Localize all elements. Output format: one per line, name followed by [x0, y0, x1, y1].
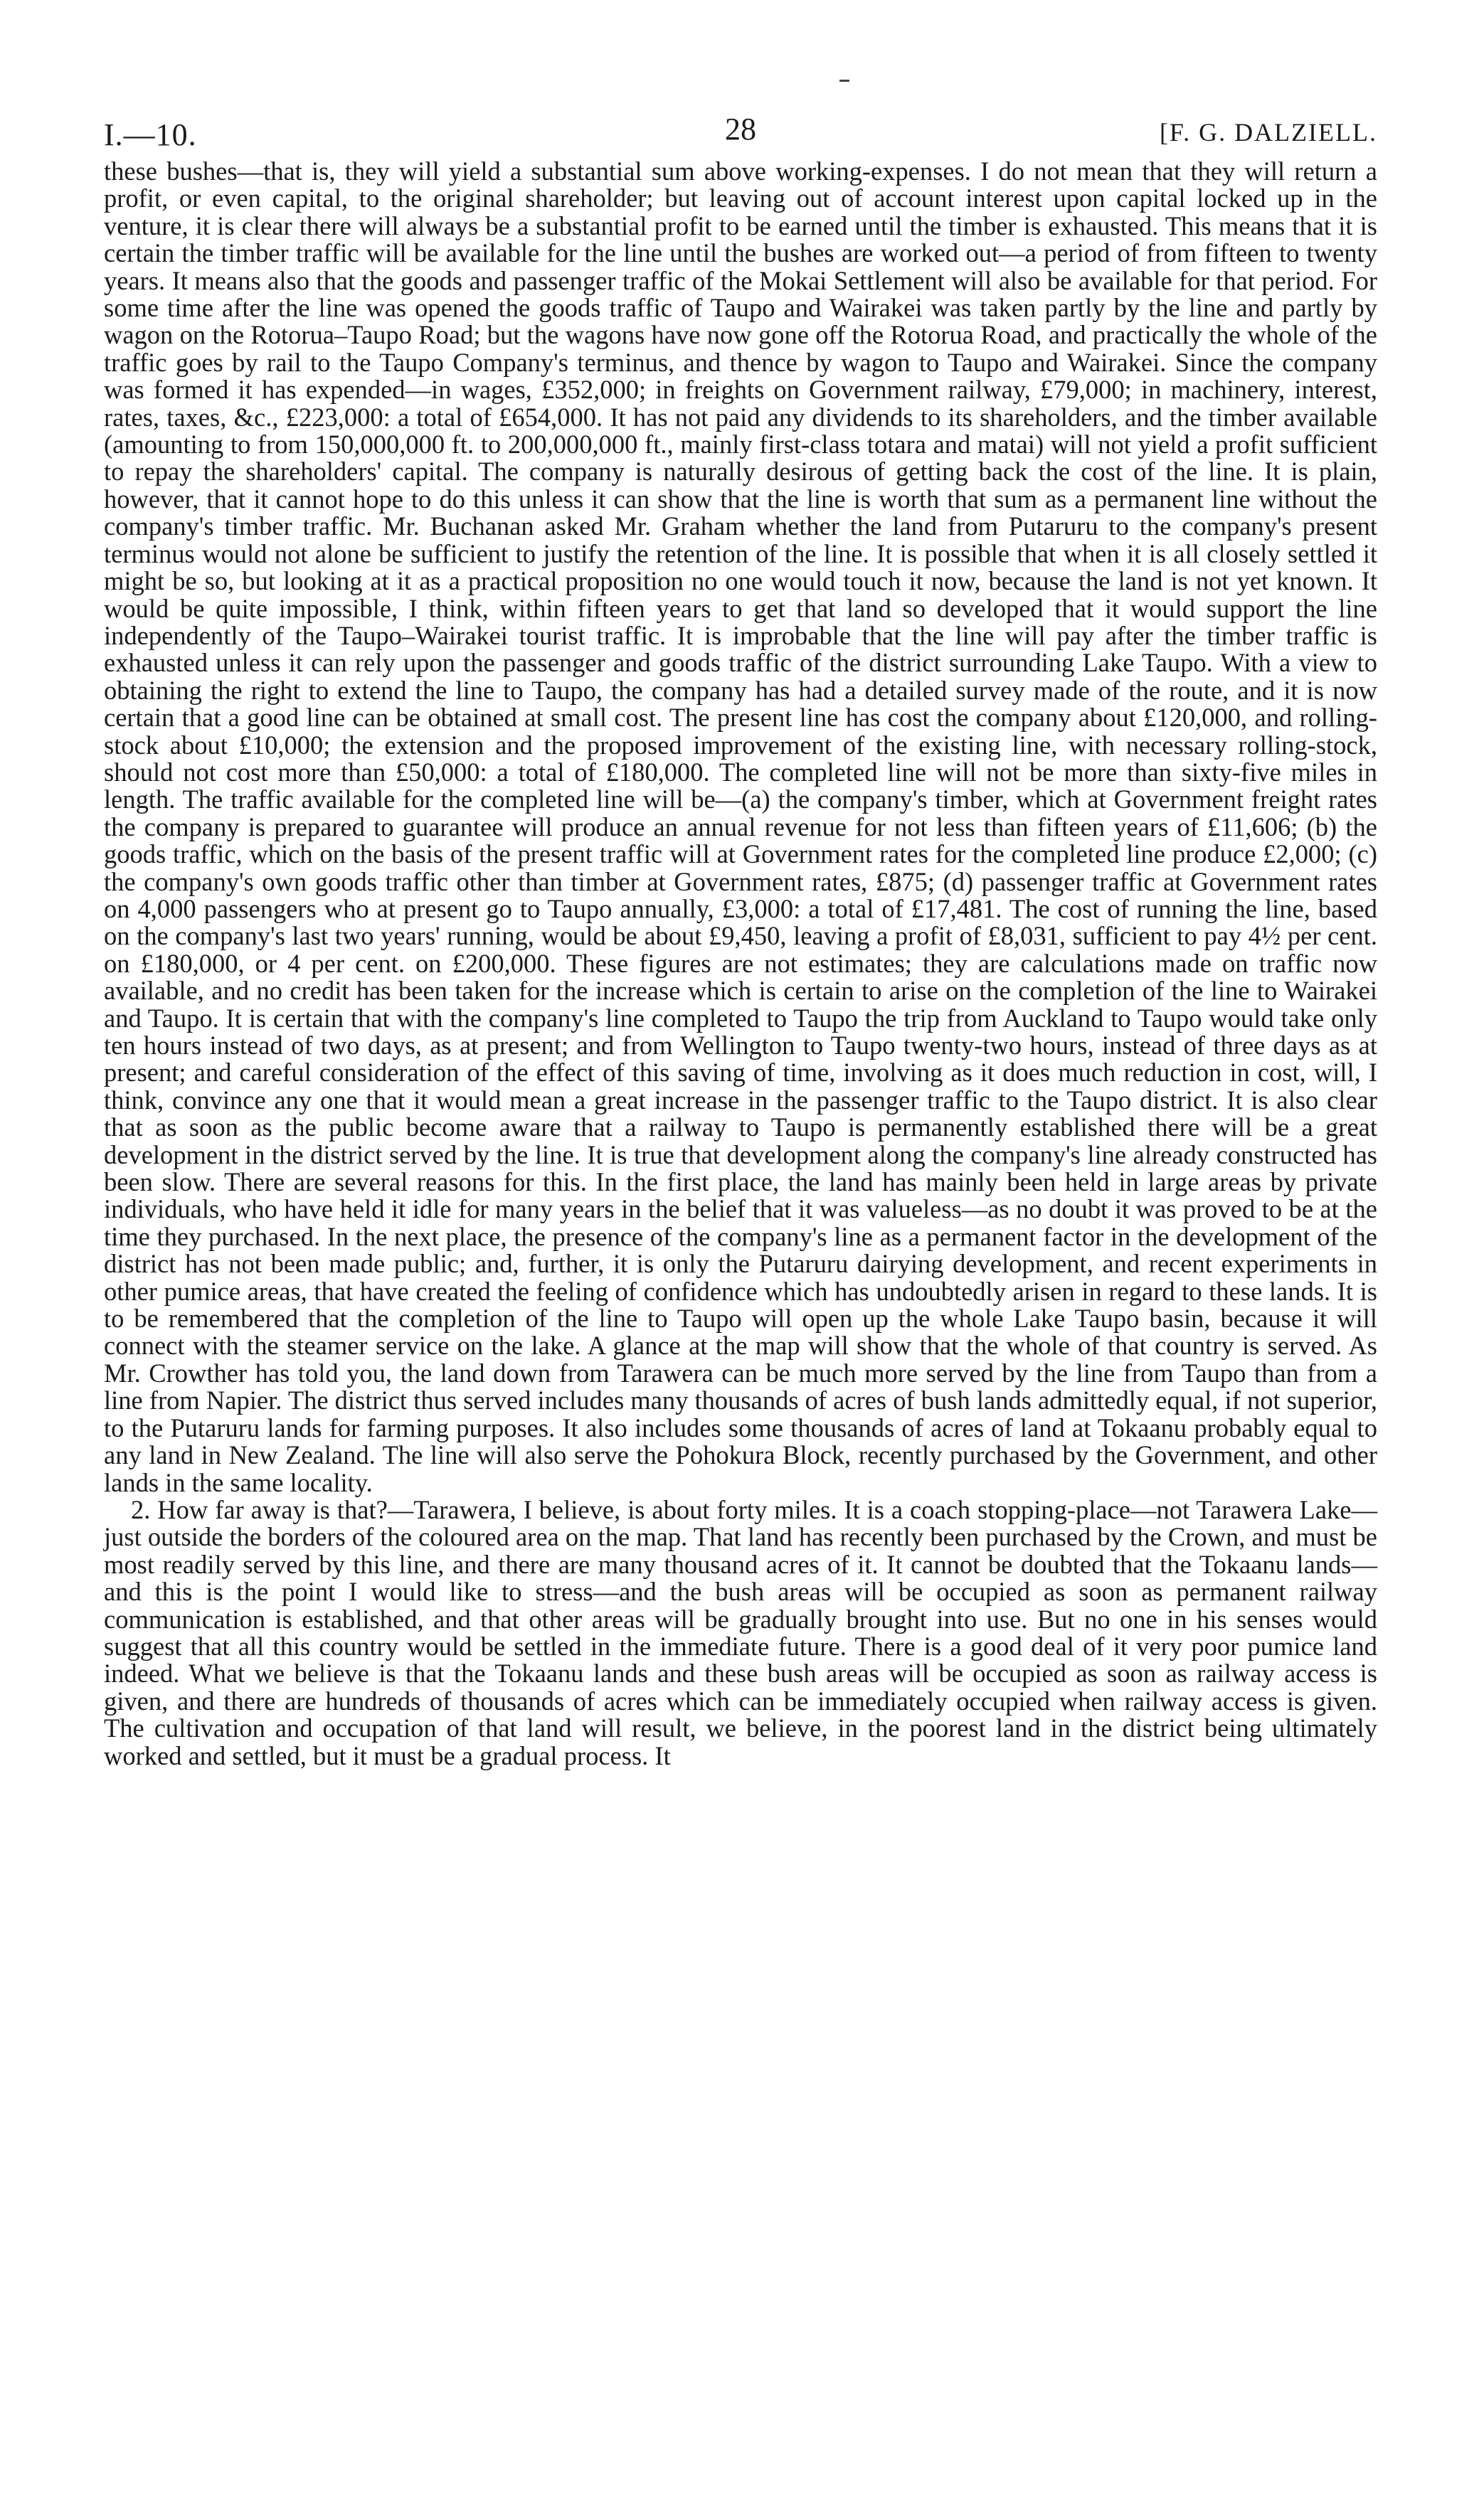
stray-mark: [839, 80, 849, 82]
page-number: 28: [725, 112, 756, 147]
page-header: [104, 107, 1377, 156]
parliamentary-paper-reference: I.—10.: [104, 117, 197, 152]
page: [104, 107, 1377, 1770]
paragraph-question-2: 2. How far away is that?—Tarawera, I believe, is about forty miles. It is a coach stopping-place—not Tarawera Lake—just outside the borders of the coloured area on the map. That land has recently been purchased by the Crown, and must be most readily served by this line, and there are many thousand acres of it. It cannot be doubted that the Tokaanu lands—and this is the point I would like to stress—and the bush areas will be occupied as soon as permanent railway communication is established, and that other areas will be gradually brought into use. But no one in his senses would suggest that all this country would be settled in the immediate future. There is a good deal of it very poor pumice land indeed. What we believe is that the Tokaanu lands and these bush areas will be occupied as soon as railway access is given, and there are hundreds of thousands of acres which can be immediately occupied when railway access is given. The cultivation and occupation of that land will result, we believe, in the poorest land in the district being ultimately worked and settled, but it must be a gradual process. It: [104, 1494, 1377, 1770]
evidence-text: [104, 158, 1377, 1770]
paragraph-continued: these bushes—that is, they will yield a substantial sum above working-expenses. I do not mean that they will return a profit, or even capital, to the original shareholder; but leaving out of account interest upon capital locked up in the venture, it is clear there will always be a substantial profit to be earned until the timber is exhausted. This means that it is certain the timber traffic will be available for the line until the bushes are worked out—a period of from fifteen to twenty years. It means also that the goods and passenger traffic of the Mokai Settlement will also be available for that period. For some time after the line was opened the goods traffic of Taupo and Wairakei was taken partly by the line and partly by wagon on the Rotorua–Taupo Road; but the wagons have now gone off the Rotorua Road, and practically the whole of the traffic goes by rail to the Taupo Company's terminus, and thence by wagon to Taupo and Wairakei. Since the company was formed it has expended—in wages, £352,000; in freights on Government railway, £79,000; in machinery, interest, rates, taxes, &c., £223,000: a total of £654,000. It has not paid any dividends to its shareholders, and the timber available (amounting to from 150,000,000 ft. to 200,000,000 ft., mainly first-class totara and matai) will not yield a profit sufficient to repay the shareholders' capital. The company is naturally desirous of getting back the cost of the line. It is plain, however, that it cannot hope to do this unless it can show that the line is worth that sum as a permanent line without the company's timber traffic. Mr. Buchanan asked Mr. Graham whether the land from Putaruru to the company's present terminus would not alone be sufficient to justify the retention of the line. It is possible that when it is all closely settled it might be so, but looking at it as a practical proposition no one would touch it now, because the land is not yet known. It would be quite impossible, I think, within fifteen years to get that land so developed that it would support the line independently of the Taupo–Wairakei tourist traffic. It is improbable that the line will pay after the timber traffic is exhausted unless it can rely upon the passenger and goods traffic of the district surrounding Lake Taupo. With a view to obtaining the right to extend the line to Taupo, the company has had a detailed survey made of the route, and it is now certain that a good line can be obtained at small cost. The present line has cost the company about £120,000, and rolling-stock about £10,000; the extension and the proposed improvement of the existing line, with necessary rolling-stock, should not cost more than £50,000: a total of £180,000. The completed line will not be more than sixty-five miles in length. The traffic available for the completed line will be—(a) the company's timber, which at Government freight rates the company is prepared to guarantee will produce an annual revenue for not less than fifteen years of £11,606; (b) the goods traffic, which on the basis of the present traffic will at Government rates for the completed line produce £2,000; (c) the company's own goods traffic other than timber at Government rates, £875; (d) passenger traffic at Government rates on 4,000 passengers who at present go to Taupo annually, £3,000: a total of £17,481. The cost of running the line, based on the company's last two years' running, would be about £9,450, leaving a profit of £8,031, sufficient to pay 4½ per cent. on £180,000, or 4 per cent. on £200,000. These figures are not estimates; they are calculations made on traffic now available, and no credit has been taken for the increase which is certain to arise on the completion of the line to Wairakei and Taupo. It is certain that with the company's line completed to Taupo the trip from Auckland to Taupo would take only ten hours instead of two days, as at present; and from Wellington to Taupo twenty-two hours, instead of three days as at present; and careful consideration of the effect of this saving of time, involving as it does much reduction in cost, will, I think, convince any one that it would mean a great increase in the passenger traffic to the Taupo district. It is also clear that as soon as the public become aware that a railway to Taupo is permanently established there will be a great development in the district served by the line. It is true that development along the company's line already constructed has been slow. There are several reasons for this. In the first place, the land has mainly been held in large areas by private individuals, who have held it idle for many years in the belief that it was valueless—as no doubt it was proved to be at the time they purchased. In the next place, the presence of the company's line as a permanent factor in the development of the district has not been made public; and, further, it is only the Putaruru dairying development, and recent experiments in other pumice areas, that have created the feeling of confidence which has undoubtedly arisen in regard to these lands. It is to be remembered that the completion of the line to Taupo will open up the whole Lake Taupo basin, because it will connect with the steamer service on the lake. A glance at the map will show that the whole of that country is served. As Mr. Crowther has told you, the land down from Tarawera can be much more served by the line from Taupo than from a line from Napier. The district thus served includes many thousands of acres of bush lands admittedly equal, if not superior, to the Putaruru lands for farming purposes. It also includes some thousands of acres of land at Tokaanu probably equal to any land in New Zealand. The line will also serve the Pohokura Block, recently purchased by the Government, and other lands in the same locality.: [104, 156, 1378, 1497]
witness-name: [F. G. DALZIELL.: [1159, 118, 1377, 147]
